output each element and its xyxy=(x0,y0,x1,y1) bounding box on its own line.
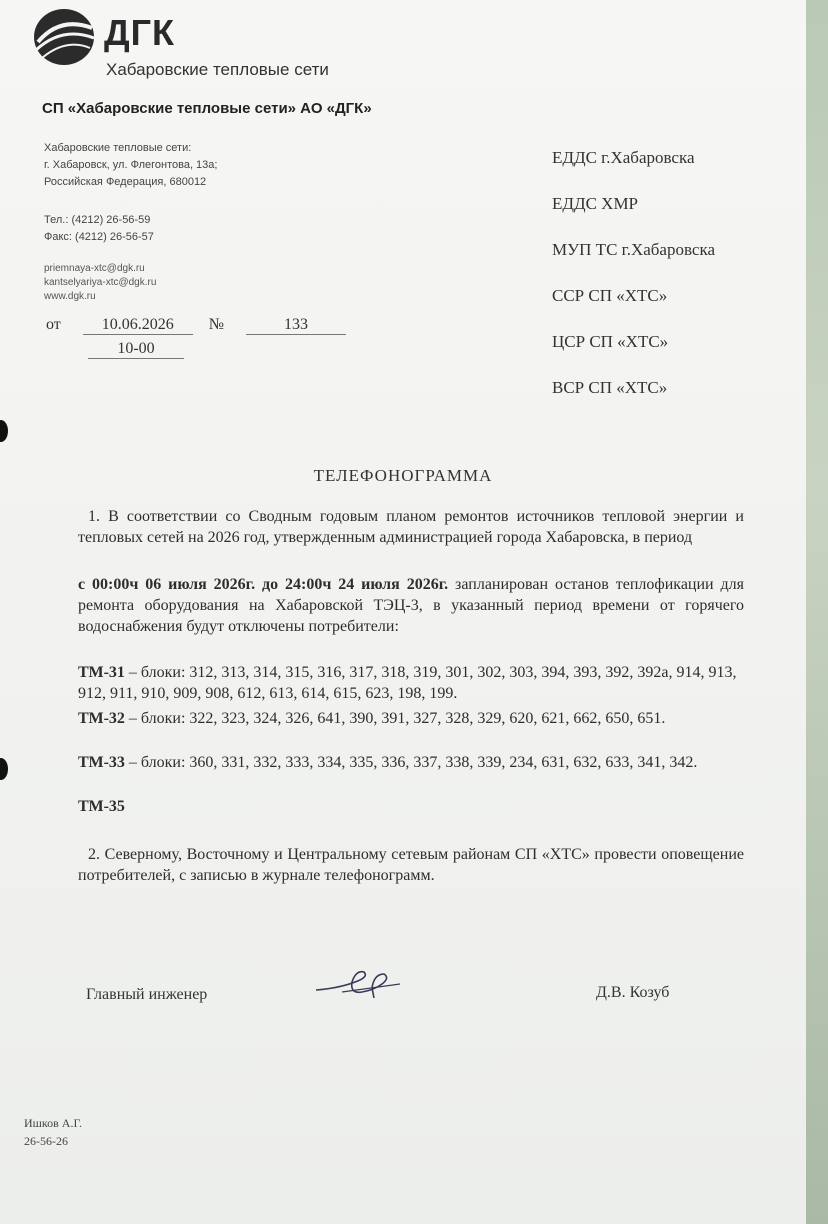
signatory-name: Д.В. Козуб xyxy=(596,984,670,1001)
tm33-block xyxy=(78,752,744,773)
sender-emails xyxy=(44,262,156,304)
email-line: priemnaya-xtc@dgk.ru xyxy=(44,263,145,274)
paragraph-2: 2. Северному, Восточному и Центральному сетевым районам СП «ХТС» провести оповещение потребителей, с записью в журнале телефонограмм. xyxy=(78,846,744,884)
paragraph-1-intro: 1. В соответствии со Сводным годовым планом ремонтов источников тепловой энергии и тепловых сетей на 2026 год, утвержденным администрацией города Хабаровска, в период xyxy=(78,508,744,546)
email-line: kantselyariya-xtc@dgk.ru xyxy=(44,277,157,288)
background-edge xyxy=(806,0,828,1224)
outage-period: с 00:00ч 06 июля 2026г. до 24:00ч 24 июля 2026г. xyxy=(78,576,449,593)
phone: Тел.: (4212) 26-56-59 xyxy=(44,214,151,226)
paragraph-1-body xyxy=(78,574,744,637)
tm32-blocks: – блоки: 322, 323, 324, 326, 641, 390, 391, 327, 328, 329, 620, 621, 662, 650, 651. xyxy=(124,710,666,727)
signatory-position: Главный инженер xyxy=(86,986,208,1003)
address-line: г. Хабаровск, ул. Флегонтова, 13а; xyxy=(44,159,218,171)
tm31-block xyxy=(78,662,744,704)
tm32-label: ТМ-32 xyxy=(78,710,125,727)
fax: Факс: (4212) 26-56-57 xyxy=(44,231,154,243)
registration-row xyxy=(46,316,346,335)
executor-name: Ишков А.Г. xyxy=(24,1116,83,1130)
registration-time: 10-00 xyxy=(88,340,184,359)
executor-info xyxy=(24,1114,82,1150)
binder-hole xyxy=(0,420,8,442)
executor-phone: 26-56-26 xyxy=(24,1134,68,1148)
recipient: ССР СП «ХТС» xyxy=(552,286,668,305)
recipient: ЕДДС ХМР xyxy=(552,194,639,213)
tm31-label: ТМ-31 xyxy=(78,664,125,681)
recipients-list xyxy=(552,148,715,424)
tm33-label: ТМ-33 xyxy=(78,754,125,771)
organization-line: СП «Хабаровские тепловые сети» АО «ДГК» xyxy=(42,100,372,117)
brand-name: ДГК xyxy=(104,12,176,53)
dgk-logo-icon xyxy=(30,6,100,68)
registration-number: 133 xyxy=(246,316,346,335)
document-title: ТЕЛЕФОНОГРАММА xyxy=(313,466,493,485)
recipient: ВСР СП «ХТС» xyxy=(552,378,668,397)
website-line: www.dgk.ru xyxy=(44,291,96,302)
tm35-label: ТМ-35 xyxy=(78,798,125,815)
tm32-block xyxy=(78,708,744,729)
handwritten-signature xyxy=(312,962,412,1002)
address-line: Хабаровские тепловые сети: xyxy=(44,142,192,154)
recipient: МУП ТС г.Хабаровска xyxy=(552,240,715,259)
registration-date: 10.06.2026 xyxy=(83,316,193,335)
binder-hole xyxy=(0,758,8,780)
tm31-blocks: – блоки: 312, 313, 314, 315, 316, 317, 318, 319, 301, 302, 303, 394, 393, 392, 392а, 914, 913, 912, 911, 910, 909, 908, 612, 613, 614, 615, 623, 198, 199. xyxy=(78,664,737,702)
address-line: Российская Федерация, 680012 xyxy=(44,176,207,188)
sender-phones xyxy=(44,212,154,246)
recipient: ЦСР СП «ХТС» xyxy=(552,332,669,351)
sender-address xyxy=(44,140,217,191)
outage-description: запланирован останов теплофикации для ремонта оборудования на Хабаровской ТЭЦ-3, в указанный период времени от горячего водоснабжения будут отключены потребители: xyxy=(78,576,744,635)
brand-subtitle: Хабаровские тепловые сети xyxy=(106,60,329,79)
tm33-blocks: – блоки: 360, 331, 332, 333, 334, 335, 336, 337, 338, 339, 234, 631, 632, 633, 341, 342. xyxy=(124,754,698,771)
number-label: № xyxy=(208,316,225,333)
from-label: от xyxy=(46,316,61,333)
recipient: ЕДДС г.Хабаровска xyxy=(552,148,695,167)
